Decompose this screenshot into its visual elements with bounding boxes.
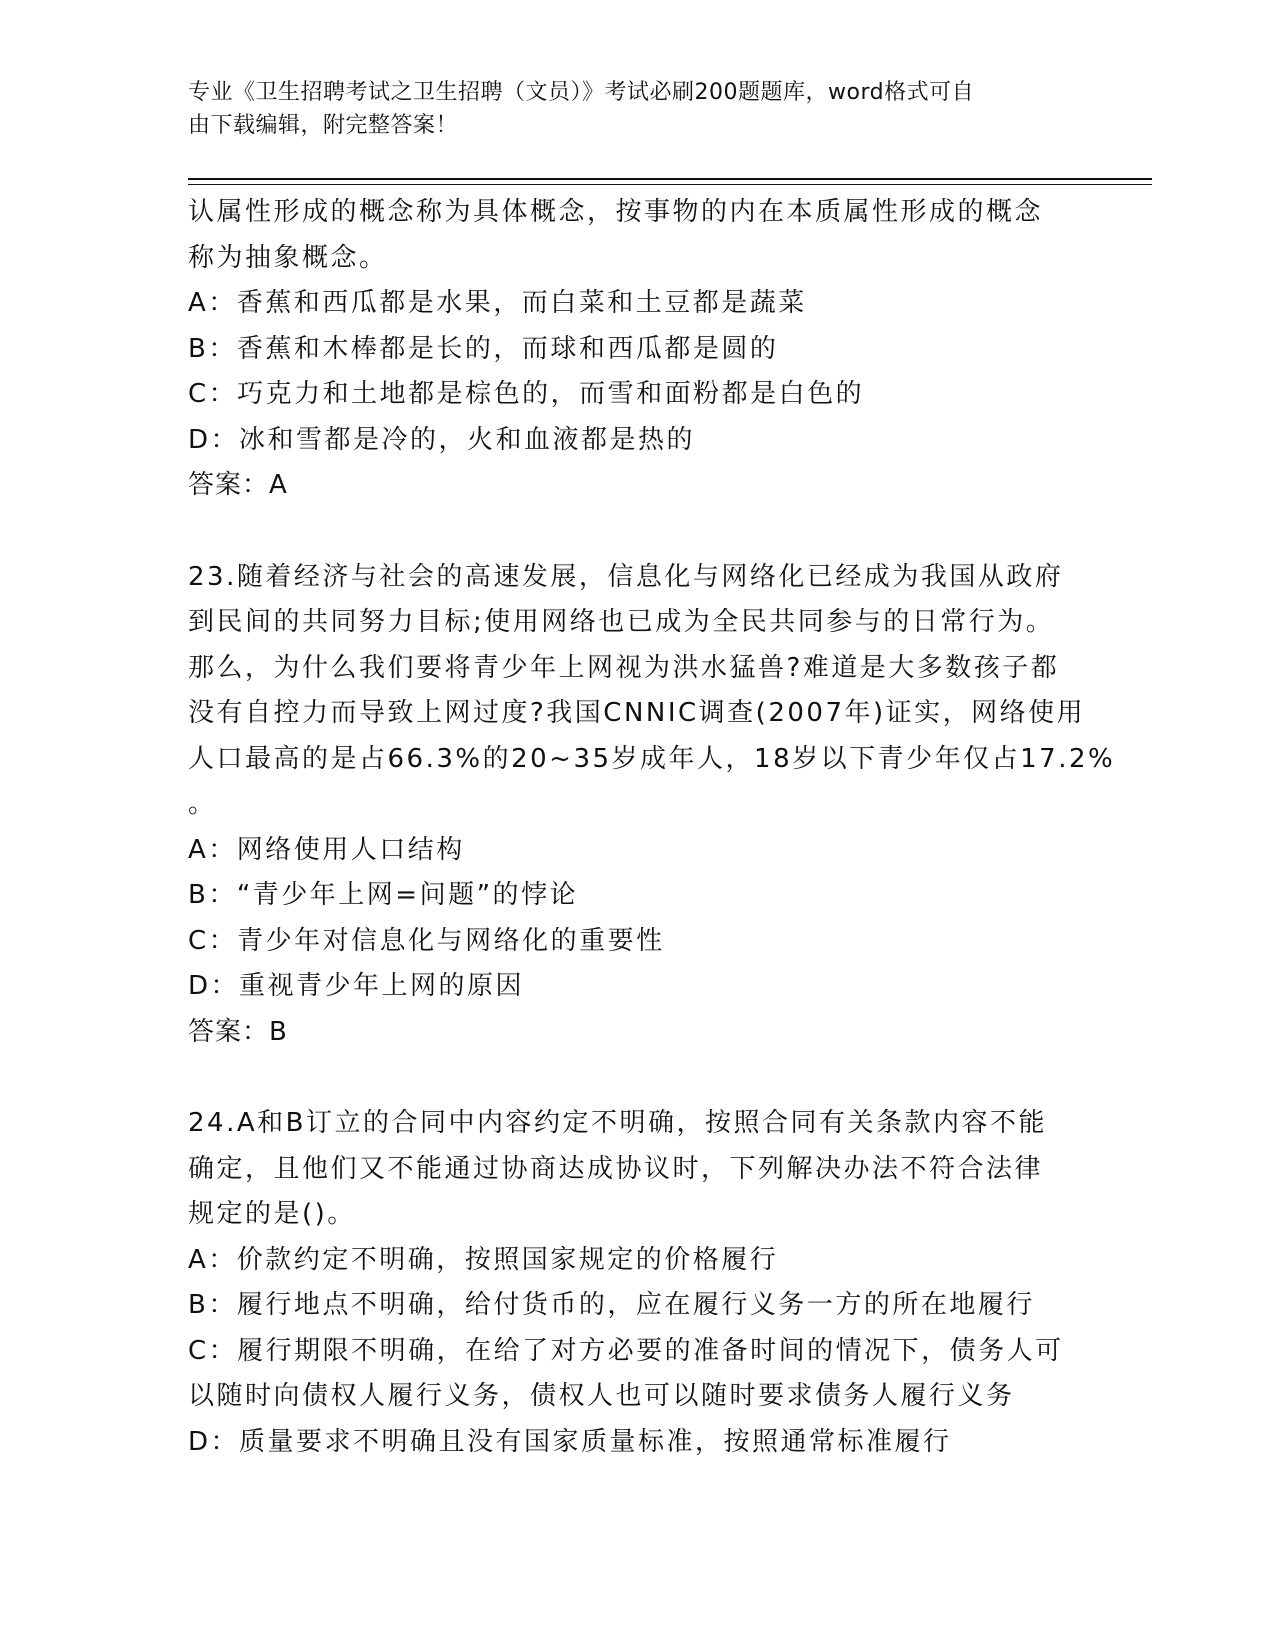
question-22-option-c: C：巧克力和土地都是棕色的，而雪和面粉都是白色的 — [188, 379, 865, 409]
header-rule-thin — [188, 184, 1152, 185]
question-24-option-c: C：履行期限不明确，在给了对方必要的准备时间的情况下，债务人可 — [188, 1335, 1064, 1366]
question-24-option-a: A：价款约定不明确，按照国家规定的价格履行 — [188, 1244, 779, 1275]
header-title-line-1: 专业《卫生招聘考试之卫生招聘（文员）》考试必刷200题题库，word格式可自 — [188, 80, 975, 105]
question-23-stem-line: 那么，为什么我们要将青少年上网视为洪水猛兽?难道是大多数孩子都 — [188, 652, 1060, 683]
document-body — [188, 190, 1116, 1465]
question-spacer — [188, 1055, 1108, 1101]
question-23-stem-line: 到民间的共同努力目标;使用网络也已成为全民共同参与的日常行为。 — [188, 607, 1055, 637]
question-22 — [188, 190, 1108, 509]
question-24-option-c-continued: 以随时向债权人履行义务，债权人也可以随时要求债务人履行义务 — [188, 1381, 1015, 1411]
question-23-option-d: D：重视青少年上网的原因 — [188, 971, 525, 1001]
header-rule-thick — [188, 178, 1152, 180]
question-24-option-b: B：履行地点不明确，给付货币的，应在履行义务一方的所在地履行 — [188, 1290, 1035, 1320]
question-23-stem-line: 。 — [188, 789, 217, 819]
question-23 — [188, 555, 1116, 1056]
question-22-answer: 答案：A — [188, 470, 288, 500]
question-23-answer: 答案：B — [188, 1016, 288, 1047]
document-header — [188, 76, 1068, 142]
question-23-stem-line: 人口最高的是占66.3%的20~35岁成年人，18岁以下青少年仅占17.2% — [188, 743, 1116, 774]
question-24 — [188, 1101, 1108, 1465]
question-23-option-b: B：“青少年上网=问题”的悖论 — [188, 880, 579, 910]
question-24-stem-line: 确定，且他们又不能通过协商达成协议时，下列解决办法不符合法律 — [188, 1153, 1044, 1184]
question-23-option-a: A：网络使用人口结构 — [188, 834, 465, 865]
question-spacer — [188, 509, 1108, 555]
question-24-stem-line: 规定的是()。 — [188, 1199, 356, 1229]
question-23-stem-line: 23.随着经济与社会的高速发展，信息化与网络化已经成为我国从政府 — [188, 561, 1064, 592]
question-23-option-c: C：青少年对信息化与网络化的重要性 — [188, 925, 665, 956]
header-title-line-2: 由下载编辑，附完整答案！ — [188, 113, 459, 138]
question-24-stem-line: 24.A和B订立的合同中内容约定不明确，按照合同有关条款内容不能 — [188, 1108, 1047, 1138]
question-22-option-b: B：香蕉和木棒都是长的，而球和西瓜都是圆的 — [188, 333, 779, 364]
question-22-option-d: D：冰和雪都是冷的，火和血液都是热的 — [188, 424, 696, 455]
question-24-option-d: D：质量要求不明确且没有国家质量标准，按照通常标准履行 — [188, 1426, 952, 1457]
question-23-stem-line: 没有自控力而导致上网过度?我国CNNIC调查(2007年)证实，网络使用 — [188, 698, 1086, 728]
question-22-stem-line: 认属性形成的概念称为具体概念，按事物的内在本质属性形成的概念 — [188, 197, 1044, 227]
question-22-option-a: A：香蕉和西瓜都是水果，而白菜和土豆都是蔬菜 — [188, 288, 807, 318]
question-22-stem-line: 称为抽象概念。 — [188, 242, 388, 273]
